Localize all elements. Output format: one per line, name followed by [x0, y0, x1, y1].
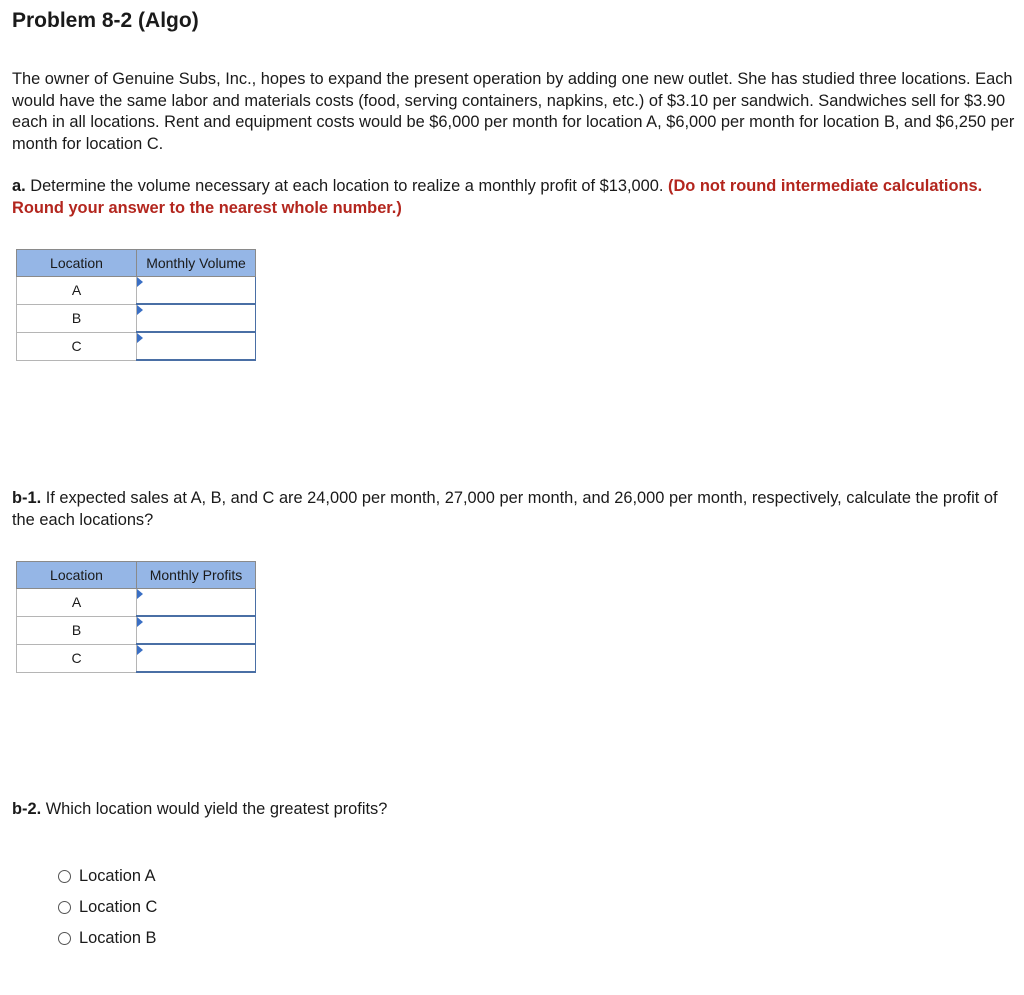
table-row: [17, 304, 256, 332]
monthly-profits-header: Monthly Profits: [137, 562, 256, 589]
problem-intro: The owner of Genuine Subs, Inc., hopes to expand the present operation by adding one new outlet. She has studied three locations. Each would have the same labor and materials costs (food, serving containers, napkins, etc.) of $3.10 per sandwich. Sandwiches sell for $3.90 each in all locations. Rent and equipment costs would be $6,000 per month for location A, $6,000 per month for location B, and $6,250 per month for location C.: [12, 70, 1015, 153]
part-b1-label: b-1.: [12, 489, 42, 507]
location-cell: A: [17, 589, 137, 617]
option-label[interactable]: Location C: [79, 898, 158, 916]
answer-flag-icon: [137, 333, 143, 343]
table-row: [17, 589, 256, 617]
option-location-b[interactable]: [58, 923, 157, 954]
volume-table: [16, 249, 256, 361]
part-a-text: Determine the volume necessary at each location to realize a monthly profit of $13,000.: [25, 177, 668, 195]
volume-input-a[interactable]: [137, 278, 255, 302]
option-location-a[interactable]: [58, 861, 157, 892]
profit-input-cell[interactable]: [137, 644, 256, 672]
volume-input-cell[interactable]: [137, 277, 256, 305]
location-cell: B: [17, 304, 137, 332]
part-b1-text: If expected sales at A, B, and C are 24,000 per month, 27,000 per month, and 26,000 per month, respectively, calculate the profit of the each locations?: [12, 489, 998, 529]
volume-input-cell[interactable]: [137, 304, 256, 332]
answer-flag-icon: [137, 589, 143, 599]
profits-table-header-row: [17, 562, 256, 589]
table-row: [17, 277, 256, 305]
option-label[interactable]: Location A: [79, 867, 156, 885]
location-header: Location: [17, 250, 137, 277]
volume-input-c[interactable]: [137, 334, 255, 358]
location-options: [58, 861, 157, 954]
profit-input-b[interactable]: [137, 618, 255, 642]
radio-icon[interactable]: [58, 901, 71, 914]
profits-table: [16, 561, 256, 673]
location-cell: C: [17, 332, 137, 360]
location-cell: C: [17, 644, 137, 672]
answer-flag-icon: [137, 617, 143, 627]
location-header: Location: [17, 562, 137, 589]
profit-input-c[interactable]: [137, 646, 255, 670]
answer-flag-icon: [137, 277, 143, 287]
location-cell: A: [17, 277, 137, 305]
radio-icon[interactable]: [58, 870, 71, 883]
monthly-volume-header: Monthly Volume: [137, 250, 256, 277]
table-row: [17, 644, 256, 672]
part-b2-question: [12, 799, 1017, 821]
part-b1-question: [12, 488, 1017, 531]
part-a-question: [12, 176, 1017, 219]
volume-input-cell[interactable]: [137, 332, 256, 360]
option-label[interactable]: Location B: [79, 929, 157, 947]
profit-input-cell[interactable]: [137, 616, 256, 644]
profit-input-cell[interactable]: [137, 589, 256, 617]
part-a-instruction: (Do not round intermediate calculations. Round your answer to the nearest whole number.): [12, 177, 983, 217]
answer-flag-icon: [137, 645, 143, 655]
profit-input-a[interactable]: [137, 590, 255, 614]
part-b2-text: Which location would yield the greatest profits?: [41, 800, 388, 818]
table-row: [17, 332, 256, 360]
option-location-c[interactable]: [58, 892, 157, 923]
part-a-label: a.: [12, 177, 26, 195]
volume-table-header-row: [17, 250, 256, 277]
location-cell: B: [17, 616, 137, 644]
answer-flag-icon: [137, 305, 143, 315]
problem-title: Problem 8-2 (Algo): [12, 9, 199, 32]
radio-icon[interactable]: [58, 932, 71, 945]
volume-input-b[interactable]: [137, 306, 255, 330]
part-b2-label: b-2.: [12, 800, 42, 818]
table-row: [17, 616, 256, 644]
